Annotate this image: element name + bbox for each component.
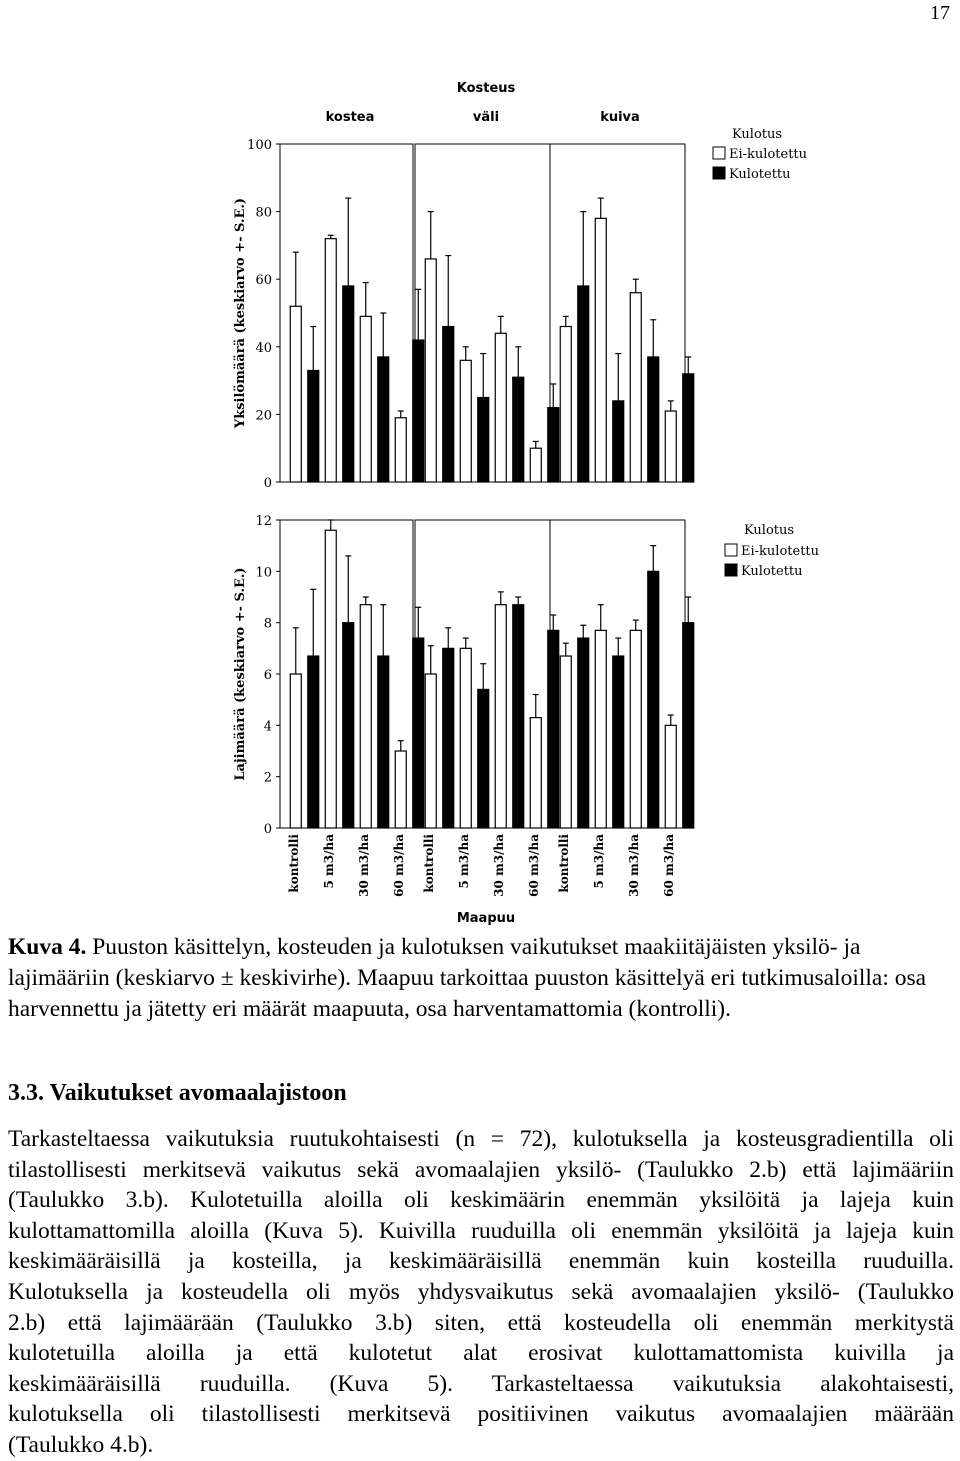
lajimaara-bar-ei-kulotettu bbox=[595, 630, 606, 828]
yksilomaara-bar-kulotettu bbox=[413, 340, 424, 482]
yksilomaara-bar-ei-kulotettu bbox=[665, 411, 676, 482]
lajimaara-bar-kulotettu bbox=[443, 648, 454, 828]
caption-text: Puuston käsittelyn, kosteuden ja kulotuksen vaikutukset maakiitäjäisten yksilö- ja lajimääriin (keskiarvo ± keskivirhe). Maapuu tarkoittaa puuston käsittelyä eri tutkimusaloilla: osa harvennettu ja jätetty eri määrät maapuuta, osa harventamattomia (kontrolli). bbox=[8, 934, 927, 1022]
x-axis-title: Maapuu bbox=[456, 911, 516, 926]
yksilomaara-y-tick-label: 0 bbox=[263, 476, 272, 491]
paragraph-line: kulottamattomilla aloilla (Kuva 5). Kuivilla ruuduilla oli enemmän yksilöitä ja lajeja kuin bbox=[8, 1217, 954, 1244]
legend-swatch-kulotettu bbox=[725, 564, 737, 576]
lajimaara-bar-kulotettu bbox=[378, 656, 389, 828]
lajimaara-bar-ei-kulotettu bbox=[460, 648, 471, 828]
x-category-label: kontrolli bbox=[556, 834, 571, 893]
section-heading: 3.3. Vaikutukset avomaalajistoon bbox=[8, 1080, 347, 1106]
lajimaara-y-tick-label: 2 bbox=[263, 770, 272, 786]
lajimaara-bar-kulotettu bbox=[343, 623, 354, 828]
lajimaara-y-tick-label: 0 bbox=[263, 822, 272, 837]
x-category-label: kontrolli bbox=[421, 834, 436, 893]
legend-swatch-kulotettu bbox=[713, 167, 725, 179]
lajimaara-bar-ei-kulotettu bbox=[560, 656, 571, 828]
lajimaara-bar-kulotettu bbox=[308, 656, 319, 828]
yksilomaara-bar-ei-kulotettu bbox=[395, 418, 406, 482]
yksilomaara-bar-ei-kulotettu bbox=[360, 316, 371, 482]
yksilomaara-bar-kulotettu bbox=[548, 408, 559, 482]
legend-label-kulotettu: Kulotettu bbox=[729, 167, 791, 182]
lajimaara-bar-kulotettu bbox=[413, 638, 424, 828]
legend-bottom bbox=[725, 523, 819, 579]
legend-swatch-ei-kulotettu bbox=[713, 147, 725, 159]
x-category-label: 60 m3/ha bbox=[526, 834, 541, 897]
lajimaara-y-tick-label: 8 bbox=[263, 616, 272, 632]
x-category-label: 60 m3/ha bbox=[661, 834, 676, 897]
paragraph-line: Tarkasteltaessa vaikutuksia ruutukohtaisesti (n = 72), kulotuksella ja kosteusgradientilla oli bbox=[8, 1126, 954, 1152]
yksilomaara-bar-kulotettu bbox=[578, 286, 589, 482]
yksilomaara-bar-ei-kulotettu bbox=[495, 333, 506, 482]
legend-swatch-ei-kulotettu bbox=[725, 544, 737, 556]
yksilomaara-bar-kulotettu bbox=[613, 401, 624, 482]
lajimaara-bar-kulotettu bbox=[648, 571, 659, 828]
x-category-label: 30 m3/ha bbox=[626, 834, 641, 897]
column-label-kostea: kostea bbox=[325, 110, 375, 125]
yksilomaara-bar-kulotettu bbox=[378, 357, 389, 482]
yksilomaara-y-tick-label: 60 bbox=[255, 273, 272, 289]
legend-top bbox=[713, 127, 807, 182]
lajimaara-bar-kulotettu bbox=[683, 623, 694, 828]
lajimaara-bar-kulotettu bbox=[578, 638, 589, 828]
x-category-label: 30 m3/ha bbox=[356, 834, 371, 897]
paragraph-line: Kulotuksella ja kosteudella oli myös yhdysvaikutus sekä avomaalajien yksilö- (Taulukko bbox=[8, 1278, 954, 1305]
yksilomaara-y-tick-label: 40 bbox=[255, 340, 272, 356]
lajimaara-bar-ei-kulotettu bbox=[290, 674, 301, 828]
paragraph-line: keskimääräisillä ruuduilla. (Kuva 5). Tarkasteltaessa vaikutuksia alakohtaisesti, bbox=[8, 1370, 954, 1397]
yksilomaara-bar-ei-kulotettu bbox=[530, 448, 541, 482]
lajimaara-bar-ei-kulotettu bbox=[530, 718, 541, 828]
paragraph-line: kulotuksella oli tilastollisesti merkitsevä positiivinen vaikutus avomaalajien määrään bbox=[8, 1401, 954, 1428]
yksilomaara-bar-kulotettu bbox=[648, 357, 659, 482]
legend-label-ei-kulotettu: Ei-kulotettu bbox=[741, 544, 820, 559]
paragraph-line: 2.b) että lajimäärään (Taulukko 3.b) siten, että kosteudella oli enemmän merkitystä bbox=[8, 1309, 954, 1336]
yksilomaara-y-tick-label: 100 bbox=[247, 138, 272, 153]
lajimaara-y-tick-label: 6 bbox=[263, 668, 272, 683]
yksilomaara-bar-ei-kulotettu bbox=[630, 293, 641, 482]
x-category-label: 30 m3/ha bbox=[491, 834, 506, 897]
lajimaara-y-axis-label: Lajimäärä (keskiarvo +- S.E.) bbox=[233, 567, 248, 781]
lajimaara-y-tick-label: 10 bbox=[255, 565, 272, 581]
yksilomaara-bar-kulotettu bbox=[513, 377, 524, 482]
x-category-label: 60 m3/ha bbox=[391, 834, 406, 897]
yksilomaara-bar-kulotettu bbox=[443, 327, 454, 482]
yksilomaara-bar-ei-kulotettu bbox=[325, 239, 336, 482]
yksilomaara-bar-ei-kulotettu bbox=[290, 306, 301, 482]
lajimaara-bar-ei-kulotettu bbox=[325, 530, 336, 828]
lajimaara-bar-kulotettu bbox=[548, 630, 559, 828]
yksilomaara-bar-kulotettu bbox=[308, 370, 319, 482]
column-label-kuiva: kuiva bbox=[600, 110, 640, 125]
yksilomaara-y-tick-label: 80 bbox=[255, 205, 272, 221]
yksilomaara-bar-kulotettu bbox=[478, 398, 489, 483]
yksilomaara-bar-kulotettu bbox=[683, 374, 694, 482]
lajimaara-y-tick-label: 12 bbox=[255, 514, 272, 529]
lajimaara-bar-kulotettu bbox=[613, 656, 624, 828]
paragraph-line: tilastollisesti merkitsevä vaikutus sekä avomaalajien yksilö- (Taulukko 2.b) että lajimääriin bbox=[8, 1156, 954, 1183]
figure-4 bbox=[210, 70, 960, 930]
section-paragraph bbox=[8, 1124, 954, 1461]
paragraph-line: kulotetuilla aloilla ja että kulotetut alat erosivat kulottamattomista kuivilla ja bbox=[8, 1340, 954, 1367]
yksilomaara-bar-ei-kulotettu bbox=[595, 218, 606, 482]
lajimaara-bar-kulotettu bbox=[513, 605, 524, 828]
legend-title: Kulotus bbox=[732, 127, 783, 142]
paragraph-line: keskimääräisillä ja kosteilla, ja keskimääräisillä enemmän kuin kosteilla ruuduilla. bbox=[8, 1248, 954, 1275]
yksilomaara-bar-kulotettu bbox=[343, 286, 354, 482]
species-chart bbox=[233, 514, 694, 837]
figure-4-chart bbox=[210, 70, 960, 930]
caption-label: Kuva 4. bbox=[8, 934, 87, 960]
x-axis-categories bbox=[287, 834, 676, 897]
lajimaara-bar-ei-kulotettu bbox=[425, 674, 436, 828]
lajimaara-bar-ei-kulotettu bbox=[630, 630, 641, 828]
x-category-label: 5 m3/ha bbox=[591, 834, 606, 889]
x-category-label: 5 m3/ha bbox=[456, 834, 471, 889]
yksilomaara-bar-ei-kulotettu bbox=[560, 327, 571, 482]
moisture-title: Kosteus bbox=[456, 81, 516, 96]
lajimaara-bar-kulotettu bbox=[478, 689, 489, 828]
lajimaara-bar-ei-kulotettu bbox=[360, 605, 371, 828]
figure-caption bbox=[8, 932, 956, 1025]
individuals-chart bbox=[233, 138, 694, 491]
lajimaara-bar-ei-kulotettu bbox=[395, 751, 406, 828]
page-number: 17 bbox=[930, 2, 950, 24]
paragraph-line: (Taulukko 3.b). Kulotetuilla aloilla oli keskimäärin enemmän yksilöitä ja lajeja kuin bbox=[8, 1187, 954, 1214]
paragraph-line: (Taulukko 4.b). bbox=[8, 1431, 154, 1458]
x-category-label: kontrolli bbox=[286, 834, 301, 893]
yksilomaara-y-tick-label: 20 bbox=[255, 408, 272, 424]
legend-title: Kulotus bbox=[744, 523, 795, 538]
lajimaara-y-tick-label: 4 bbox=[263, 719, 272, 735]
lajimaara-bar-ei-kulotettu bbox=[665, 725, 676, 828]
lajimaara-bar-ei-kulotettu bbox=[495, 605, 506, 828]
column-label-vali: väli bbox=[472, 110, 500, 125]
legend-label-kulotettu: Kulotettu bbox=[741, 564, 803, 579]
x-category-label: 5 m3/ha bbox=[321, 834, 336, 889]
yksilomaara-bar-ei-kulotettu bbox=[460, 360, 471, 482]
yksilomaara-y-axis-label: Yksilömäärä (keskiarvo +- S.E.) bbox=[233, 197, 248, 429]
legend-label-ei-kulotettu: Ei-kulotettu bbox=[729, 147, 808, 162]
yksilomaara-bar-ei-kulotettu bbox=[425, 259, 436, 482]
